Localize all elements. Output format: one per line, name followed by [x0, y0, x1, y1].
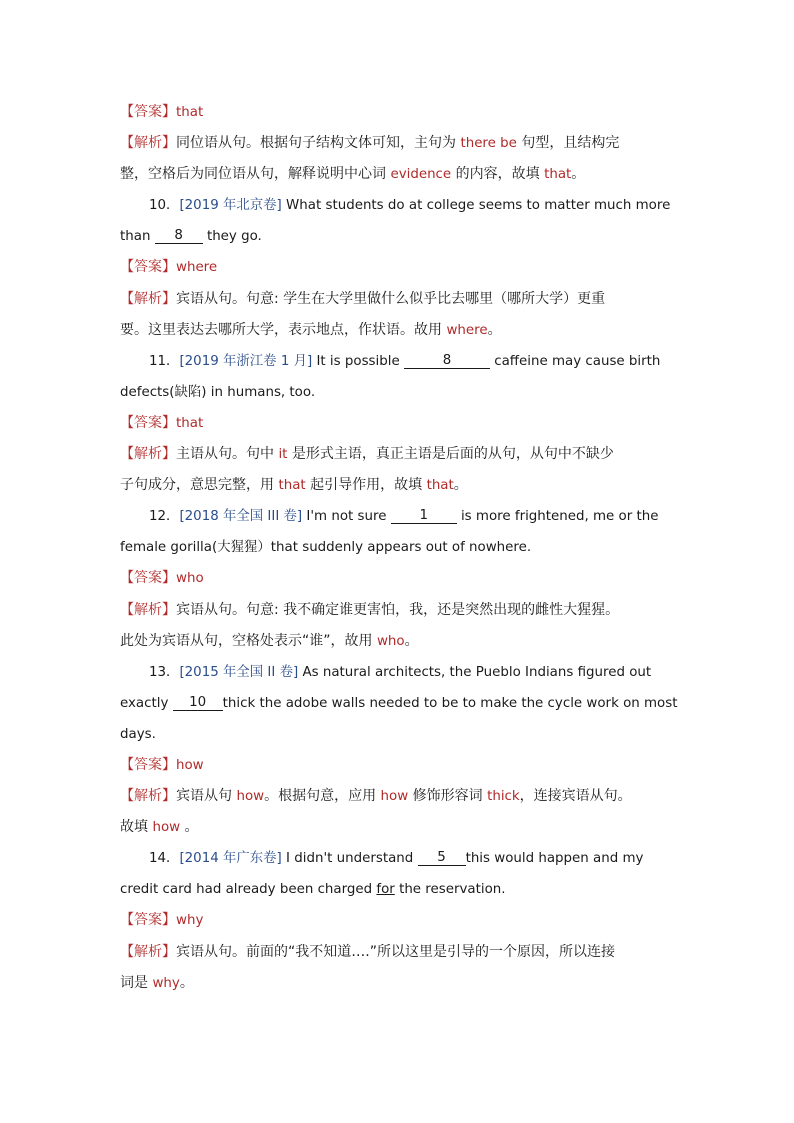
analysis-line — [120, 128, 676, 159]
question-text: is more frightened, me or the — [456, 509, 659, 525]
question-text: the reservation. — [394, 882, 506, 898]
analysis-text: 宾语从句 — [176, 788, 237, 805]
question-text: exactly — [120, 695, 173, 711]
question-text: I didn't understand — [281, 851, 418, 867]
underlined-word: for — [376, 882, 395, 898]
analysis-text: 。 — [487, 321, 502, 338]
analysis-text: 整，空格后为同位语从句，解释说明中心词 — [120, 166, 391, 183]
analysis-tag: 【解析】 — [120, 943, 176, 960]
analysis-tag: 【解析】 — [120, 135, 176, 152]
answer-tag: 【答案】 — [120, 570, 176, 587]
answer-tag: 【答案】 — [120, 259, 176, 276]
analysis-text: 。 — [453, 477, 468, 494]
question-text: thick the adobe walls needed to be to make the cycle work on most — [222, 695, 678, 711]
question-text: female gorilla(大猩猩）that suddenly appears out of nowhere. — [120, 540, 532, 556]
analysis-text: 宾语从句。前面的“我不知道….”所以这里是引导的一个原因，所以连接 — [176, 943, 615, 960]
question-source: [2014 年广东卷] — [179, 851, 282, 867]
analysis-text: 。 — [571, 166, 586, 183]
answer-line — [120, 252, 676, 283]
answer-value: that — [176, 105, 204, 120]
analysis-keyword: there be — [460, 136, 517, 152]
answer-value: that — [176, 415, 204, 431]
analysis-keyword: that — [278, 478, 306, 494]
question-text: defects(缺陷) in humans, too. — [120, 384, 316, 400]
question-10-cont — [120, 221, 676, 252]
question-text: caffeine may cause birth — [489, 353, 661, 369]
question-number: 14． — [149, 851, 180, 867]
blank-hint: 10 — [173, 695, 223, 711]
analysis-text: 故填 — [120, 819, 153, 836]
blank-hint: 8 — [404, 353, 490, 369]
analysis-text: ，连接宾语从句。 — [519, 788, 632, 805]
answer-value: why — [176, 913, 204, 929]
analysis-text: 词是 — [120, 974, 153, 991]
analysis-text: 宾语从句。句意: 学生在大学里做什么似乎比去哪里（哪所大学）更重 — [176, 290, 606, 307]
analysis-tag: 【解析】 — [120, 788, 176, 805]
answer-value: where — [176, 260, 218, 276]
question-number: 11． — [149, 353, 180, 369]
question-source: [2019 年北京卷] — [179, 198, 282, 214]
answer-value: who — [176, 571, 204, 587]
answer-tag: 【答案】 — [120, 104, 176, 120]
question-source: [2015 年全国 II 卷] — [179, 664, 299, 680]
analysis-keyword: how — [236, 789, 265, 805]
analysis-text: 的内容，故填 — [451, 166, 545, 183]
answer-tag: 【答案】 — [120, 912, 176, 929]
analysis-keyword: how — [152, 820, 181, 836]
analysis-line — [120, 968, 676, 999]
analysis-text: 是形式主语，真正主语是后面的从句，从句中不缺少 — [287, 446, 614, 463]
question-number: 13． — [149, 664, 180, 680]
question-list — [120, 97, 676, 999]
analysis-keyword: that — [544, 167, 572, 183]
analysis-keyword: how — [380, 789, 409, 805]
analysis-line — [120, 439, 676, 470]
analysis-text: 宾语从句。句意: 我不确定谁更害怕，我，还是突然出现的雌性大猩猩。 — [176, 601, 620, 618]
question-10 — [120, 190, 676, 221]
blank-hint: 5 — [418, 850, 466, 866]
analysis-text: 。 — [179, 974, 194, 991]
analysis-keyword: that — [426, 478, 454, 494]
analysis-line — [120, 284, 676, 315]
analysis-text: 。根据句意，应用 — [264, 788, 381, 805]
answer-tag: 【答案】 — [120, 414, 176, 431]
analysis-text: 句型，且结构完 — [516, 135, 620, 152]
question-source: [2018 年全国 III 卷] — [179, 509, 303, 525]
question-12 — [120, 501, 676, 532]
question-12-cont — [120, 532, 676, 563]
blank-hint: 1 — [391, 508, 457, 524]
answer-tag: 【答案】 — [120, 756, 176, 773]
question-13-cont — [120, 719, 676, 750]
analysis-text: 要。这里表达去哪所大学，表示地点，作状语。故用 — [120, 321, 447, 338]
answer-line — [120, 905, 676, 936]
analysis-text: 修饰形容词 — [408, 788, 488, 805]
answer-line — [120, 408, 676, 439]
analysis-keyword: where — [446, 322, 488, 338]
analysis-text: 此处为宾语从句，空格处表示“谁”，故用 — [120, 632, 377, 649]
analysis-keyword: why — [152, 975, 180, 991]
analysis-line — [120, 315, 676, 346]
answer-line — [120, 97, 676, 128]
question-13 — [120, 657, 676, 688]
analysis-text: 起引导作用，故填 — [305, 477, 427, 494]
analysis-text: 。 — [404, 632, 419, 649]
question-text: they go. — [202, 229, 262, 245]
question-14 — [120, 843, 676, 874]
analysis-line — [120, 470, 676, 501]
question-text: I'm not sure — [302, 509, 391, 525]
answer-line — [120, 563, 676, 594]
question-14-cont — [120, 874, 676, 905]
analysis-line — [120, 595, 676, 626]
analysis-line — [120, 626, 676, 657]
analysis-text: 主语从句。句中 — [176, 446, 279, 463]
question-number: 10． — [149, 198, 180, 214]
answer-value: how — [176, 757, 204, 773]
analysis-line — [120, 159, 676, 190]
analysis-line — [120, 812, 676, 843]
analysis-text: 子句成分，意思完整，用 — [120, 477, 279, 494]
question-number: 12． — [149, 509, 180, 525]
question-13-cont — [120, 688, 676, 719]
question-text: As natural architects, the Pueblo Indians figured out — [298, 664, 652, 680]
question-11-cont — [120, 377, 676, 408]
question-text: credit card had already been charged — [120, 882, 377, 898]
analysis-text: 。 — [180, 819, 199, 836]
question-source: [2019 年浙江卷 1 月] — [179, 353, 313, 369]
question-text: What students do at college seems to matter much more — [281, 198, 671, 214]
analysis-tag: 【解析】 — [120, 446, 176, 463]
blank-hint: 8 — [155, 228, 203, 244]
analysis-line — [120, 781, 676, 812]
analysis-keyword: who — [376, 633, 405, 649]
question-text: It is possible — [312, 353, 404, 369]
analysis-keyword: it — [278, 447, 288, 463]
analysis-tag: 【解析】 — [120, 601, 176, 618]
question-text: than — [120, 229, 155, 245]
question-11 — [120, 346, 676, 377]
analysis-keyword: evidence — [390, 167, 452, 183]
analysis-line — [120, 937, 676, 968]
analysis-text: 同位语从句。根据句子结构文体可知，主句为 — [176, 135, 461, 152]
answer-line — [120, 750, 676, 781]
analysis-keyword: thick — [487, 789, 520, 805]
question-text: days. — [120, 726, 156, 742]
question-text: this would happen and my — [465, 851, 644, 867]
analysis-tag: 【解析】 — [120, 290, 176, 307]
